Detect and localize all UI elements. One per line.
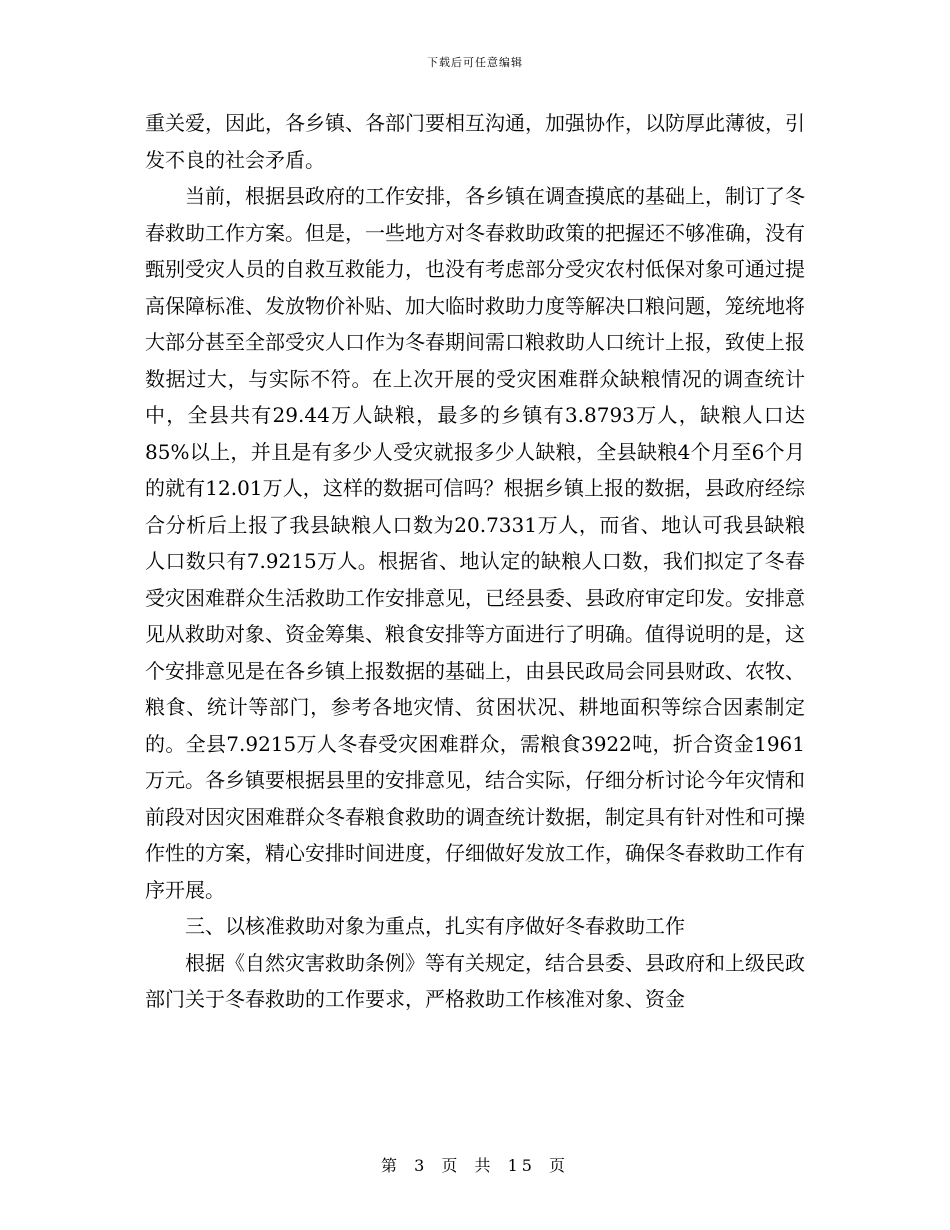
paragraph-section-start: 根据《自然灾害救助条例》等有关规定，结合县委、县政府和上级民政部门关于冬春救助的工作要求，严格救助工作核准对象、资金 bbox=[145, 950, 805, 1011]
paragraph-continued: 重关爱，因此，各乡镇、各部门要相互沟通，加强协作，以防厚此薄彼，引发不良的社会矛盾。 bbox=[145, 111, 805, 172]
footer-prefix: 第 bbox=[380, 1156, 401, 1175]
footer-page-word: 页 bbox=[441, 1156, 462, 1175]
section-heading: 三、以核准救助对象为重点，扎实有序做好冬春救助工作 bbox=[185, 914, 685, 938]
footer-total-word: 共 bbox=[474, 1156, 495, 1175]
page-footer bbox=[0, 1153, 950, 1176]
page-header-note: 下载后可任意编辑 bbox=[427, 56, 523, 69]
document-body bbox=[145, 105, 805, 1018]
current-page-number: 3 bbox=[414, 1156, 429, 1175]
paragraph-main: 当前，根据县政府的工作安排，各乡镇在调查摸底的基础上，制订了冬春救助工作方案。但是，一些地方对冬春救助政策的把握还不够准确，没有甄别受灾人员的自救互救能力，也没有考虑部分受灾农村低保对象可通过提高保障标准、发放物价补贴、加大临时救助力度等解决口粮问题，笼统地将大部分甚至全部受灾人口作为冬春期间需口粮救助人口统计上报，致使上报数据过大，与实际不符。在上次开展的受灾困难群众缺粮情况的调查统计中，全县共有29.44万人缺粮，最多的乡镇有3.8793万人，缺粮人口达85%以上，并且是有多少人受灾就报多少人缺粮，全县缺粮4个月至6个月的就有12.01万人，这样的数据可信吗？根据乡镇上报的数据，县政府经综合分析后上报了我县缺粮人口数为20.7331万人，而省、地认可我县缺粮人口数只有7.9215万人。根据省、地认定的缺粮人口数，我们拟定了冬春受灾困难群众生活救助工作安排意见，已经县委、县政府审定印发。安排意见从救助对象、资金筹集、粮食安排等方面进行了明确。值得说明的是，这个安排意见是在各乡镇上报数据的基础上，由县民政局会同县财政、农牧、粮食、统计等部门，参考各地灾情、贫困状况、耕地面积等综合因素制定的。全县7.9215万人冬春受灾困难群众，需粮食3922吨，折合资金1961万元。各乡镇要根据县里的安排意见，结合实际，仔细分析讨论今年灾情和前段对因灾困难群众冬春粮食救助的调查统计数据，制定具有针对性和可操作性的方案，精心安排时间进度，仔细做好发放工作，确保冬春救助工作有序开展。 bbox=[145, 184, 805, 902]
footer-suffix: 页 bbox=[549, 1156, 570, 1175]
total-page-count: 15 bbox=[507, 1156, 536, 1175]
